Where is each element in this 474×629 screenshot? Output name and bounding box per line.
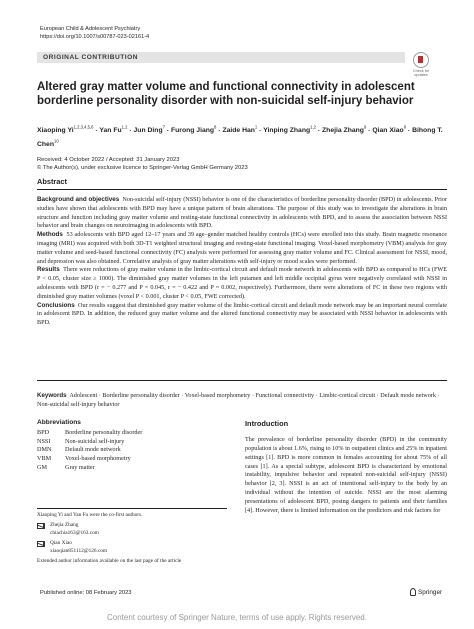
footnote-rule [37,508,227,509]
author-name: Zaide Han$^1$ [222,125,258,135]
abstract-bottom-rule [37,380,447,381]
abbreviation-row: BPD Borderline personality disorder [37,428,143,436]
received-accepted: Received: 4 October 2022 / Accepted: 31 January 2023 [37,157,180,163]
abbreviation-row: VBM Voxel-based morphometry [37,455,131,463]
contact-email[interactable]: chiachia163@163.com [50,529,99,536]
author-affiliation-sup: 1 [254,125,258,130]
keywords-label: Keywords [37,392,67,399]
journal-name: European Child & Adolescent Psychiatry [40,26,141,32]
author-list: Xiaoping Yi$^{1,2,3,4,5,6}$ · Yan Fu$^{1,2}$ · Jun Ding$^7$ · Furong Jiang$^8$ · Zaide Han$^1$ · Yinping Zhang$^{1,2}$ · Zhejia Zhang$^9$ · Qian Xiao$^8$ · Bihong T. Chen$^{10}$ [37,125,443,148]
journal-header [40,25,149,41]
introduction-text: The prevalence of borderline personality disorder (BPD) in the community population is about 1.6%, rising to 10% in outpatient clinics and 25% in inpatient settings [1]. BPD is more common in females accounting for about 75% of all cases [1]. As a special subtype, adolescent BPD is characterized by emotional instability, impulsive behavior and repeated non-suicidal self-injury (NSSI) behavior [2, 3]. NSSI is an act of intentional self-injury to the body by an individual without the intention of suicide. NSSI are the most alarming presentations of adolescent BPD, posing dangers to patients and their families [4]. However, there is limited information on the predictors and risk factors for [245,436,447,514]
extended-info-note: Extended author information available on the last page of the article [37,558,182,565]
abbreviations [37,419,227,473]
contact-zhang [37,522,227,537]
published-online: Published online: 08 February 2023 [40,590,132,596]
author-affiliation-sup: 10 [54,138,59,144]
contact-email[interactable]: xiaoqian851112@126.com [50,547,108,554]
check-for-updates-button[interactable] [410,52,432,77]
introduction-body [245,436,447,516]
author-affiliation-sup: 1,2 [310,125,316,130]
envelope-icon [37,541,45,547]
envelope-icon [37,523,45,529]
abstract-background: Background and objectives Non-suicidal self-injury (NSSI) behavior is one of the characteristics of borderline personality disorder (BPD) in adolescents. Prior studies have shown that adolescents with BPD may have a unique pattern of brain alterations. The purpose of this study was to investigate the alterations in brain structure and function including gray matter volume and resting-state functional connectivity in adolescents with BPD, and to assess the association between NSSI behavior and brain changes on neuroimaging in adolescents with BPD. [37,196,448,230]
cofirst-note: Xiaoping Yi and Yan Fu were the co-first authors. [37,512,143,518]
author-affiliation-sup: 1,2 [121,125,128,130]
abbreviations-heading: Abbreviations [37,419,81,426]
footnotes [37,508,227,565]
author-affiliation-sup: 7 [162,125,165,130]
contact-name: Zhejia Zhang [50,522,79,529]
section-label: ORIGINAL CONTRIBUTION [43,54,138,61]
author-name: Yan Fu$^{1,2}$ [99,125,128,135]
author-affiliation-sup: 9 [363,125,367,130]
springer-logo [409,588,442,596]
abstract-body [37,196,447,328]
springer-horse-icon [409,588,416,596]
abbreviation-row: DMN Default mode network [37,446,121,454]
doi-link[interactable]: https://doi.org/10.1007/s00787-023-02161-4 [40,34,150,40]
article-title: Altered gray matter volume and functional connectivity in adolescent borderline personality disorder with non-suicidal self-injury behavior [37,81,415,107]
abstract-heading: Abstract [37,177,67,186]
keywords-text: Adolescent · Borderline personality disorder · Voxel-based morphometry · Functional connectivity · Limbic-cortical circuit · Default mode network · Non-suicidal self-injury behavior [37,392,440,408]
contact-xiao [37,540,227,555]
article-dates [37,156,447,172]
author-name: Zhejia Zhang$^9$ [322,125,367,135]
courtesy-notice: Content courtesy of Springer Nature, terms of use apply. Rights reserved. [107,613,367,622]
keywords [37,392,447,410]
author-name: Xiaoping Yi$^{1,2,3,4,5,6}$ [37,125,94,135]
author-affiliation-sup: 8 [214,125,217,130]
introduction-heading: Introduction [245,419,289,428]
bookmark-icon [413,52,429,68]
author-affiliation-sup: 1,2,3,4,5,6 [73,125,94,130]
abstract-results: Results There were reductions of gray matter volume in the limbic-cortical circuit and default mode network in adolescents with BPD as compared to HCs (FWE P < 0.05, cluster size ≥ 1000). The diminished gray matter volumes in the left putamen and left middle occipital gyrus were negatively correlated with NSSI in adolescents with BPD (r = − 0.277 and P = 0.045, r = − 0.422 and P = 0.002, respectively). Furthermore, there were alterations of FC in these two regions with diminished gray matter volumes (voxel P < 0.001, cluster P < 0.05, FWE corrected). [37,266,448,300]
author-affiliation-sup: 8 [403,125,407,130]
abbreviation-row: GM Gray matter [37,463,95,471]
copyright: © The Author(s), under exclusive licence to Springer-Verlag GmbH Germany 2023 [37,165,248,172]
abbreviation-row: NSSI Non-suicidal self-injury [37,437,125,445]
contact-name: Qian Xiao [50,540,72,547]
publisher-name: Springer [418,588,443,596]
abstract-top-rule [37,189,447,190]
author-name: Furong Jiang$^8$ [171,125,217,135]
author-name: Jun Ding$^7$ [133,125,165,135]
section-label-bar [37,52,405,63]
check-updates-label: Check for updates [412,69,430,78]
author-name: Bihong T. Chen$^{10}$ [37,127,443,148]
author-name: Qian Xiao$^8$ [372,125,407,135]
abstract-methods: Methods 53 adolescents with BPD aged 12–17 years and 39 age–gender matched healthy controls (HCs) were enrolled into this study. Brain magnetic resonance imaging (MRI) was acquired with both 3D-T1 weighted structural imaging and resting-state functional imaging. Voxel-based morphometry (VBM) analysis for gray matter volume and seed-based functional connectivity (FC) analysis were performed for assessing gray matter volume and FC. Clinical assessment for NSSI, mood, and depression was also obtained. Correlative analysis of gray matter alterations with self-injury or mood scales were performed. [37,231,448,265]
abstract-conclusions: Conclusions Our results suggest that diminished gray matter volume of the limbic-cortical circuit and default mode network may be an important neural correlate in adolescent BPD. In addition, the reduced gray matter volume and the altered functional connectivity may be associated with NSSI behavior in adolescents with BPD. [37,301,447,327]
author-name: Yinping Zhang$^{1,2}$ [263,125,316,135]
